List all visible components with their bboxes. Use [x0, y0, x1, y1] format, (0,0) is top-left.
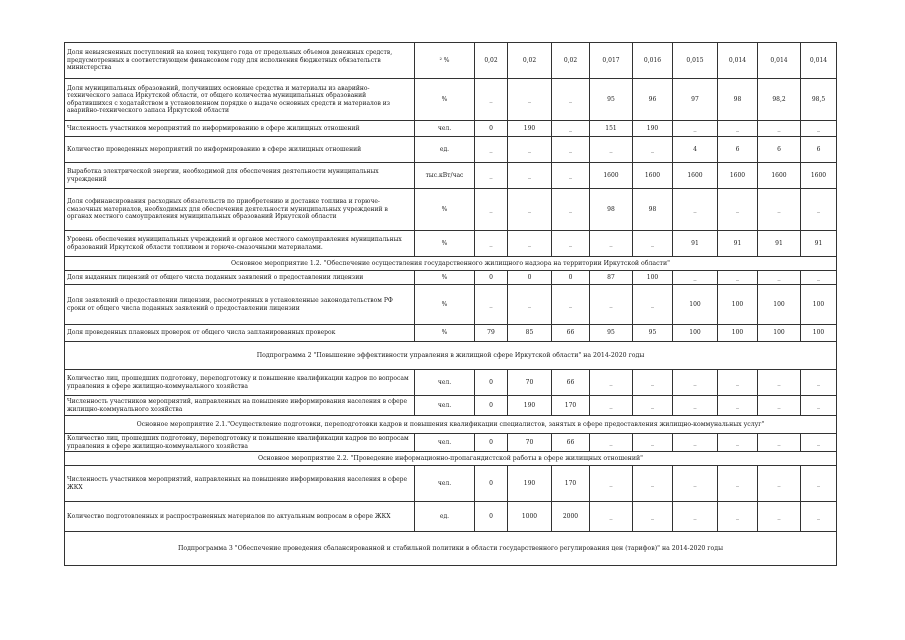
value-cell: 91	[718, 231, 758, 257]
value-cell: 0	[475, 121, 508, 137]
value-cell: 100	[718, 285, 758, 325]
indicator-name: Доля проведенных плановых проверок от общего числа запланированных проверок	[65, 325, 415, 342]
value-cell: 0,02	[552, 43, 590, 79]
value-cell: 0	[475, 502, 508, 532]
value-cell: _	[552, 79, 590, 121]
value-cell: 1600	[758, 163, 801, 189]
value-cell: 98	[633, 189, 673, 231]
unit-cell: чел.	[415, 370, 475, 396]
value-cell: 190	[508, 466, 552, 502]
value-cell: _	[673, 434, 718, 452]
table-row	[65, 189, 837, 231]
value-cell: _	[590, 396, 633, 416]
unit-cell: ед.	[415, 502, 475, 532]
indicator-name: Численность участников мероприятий, направленных на повышение информирования населения в сфере жилищно-коммунального хозяйства	[65, 396, 415, 416]
section-row	[65, 416, 837, 434]
table-row	[65, 502, 837, 532]
value-cell: _	[758, 434, 801, 452]
value-cell: 0,016	[633, 43, 673, 79]
table-row	[65, 396, 837, 416]
value-cell: _	[475, 285, 508, 325]
value-cell: _	[475, 231, 508, 257]
unit-cell: ед.	[415, 137, 475, 163]
value-cell: 1600	[633, 163, 673, 189]
section-heading: Основное мероприятие 2.2. "Проведение информационно-пропагандистской работы в сфере жилищных отношений"	[65, 452, 837, 466]
indicator-name: Численность участников мероприятий по информированию в сфере жилищных отношений	[65, 121, 415, 137]
unit-cell: %	[415, 285, 475, 325]
indicator-name: Выработка электрической энергии, необходимой для обеспечения деятельности муниципальных учреждений	[65, 163, 415, 189]
value-cell: _	[718, 271, 758, 285]
value-cell: 66	[552, 434, 590, 452]
unit-cell: чел.	[415, 396, 475, 416]
value-cell: _	[718, 434, 758, 452]
indicator-name: Количество подготовленных и распространенных материалов по актуальным вопросам в сфере ЖКХ	[65, 502, 415, 532]
value-cell: _	[718, 121, 758, 137]
value-cell: _	[633, 466, 673, 502]
value-cell: 100	[758, 285, 801, 325]
value-cell: _	[758, 466, 801, 502]
value-cell: 2000	[552, 502, 590, 532]
value-cell: _	[508, 163, 552, 189]
value-cell: _	[801, 121, 837, 137]
value-cell: 79	[475, 325, 508, 342]
value-cell: 0	[475, 396, 508, 416]
indicator-name: Доля муниципальных образований, получивших основные средства и материалы из аварийно-технического запаса Иркутской области, от общего количества муниципальных образований обратившихся с ходатайством в установленном порядке о выдаче основных средств и материалов из аварийно-технического запаса Иркутской области	[65, 79, 415, 121]
value-cell: 4	[673, 137, 718, 163]
indicator-name: Доля выданных лицензий от общего числа поданных заявлений о предоставлении лицензии	[65, 271, 415, 285]
value-cell: _	[475, 189, 508, 231]
table-row	[65, 231, 837, 257]
unit-cell: %	[415, 271, 475, 285]
value-cell: 1600	[718, 163, 758, 189]
indicator-name: Доля заявлений о предоставлении лицензии, рассмотренных в установленные законодательством РФ сроки от общего числа поданных заявлений о предоставлении лицензии	[65, 285, 415, 325]
value-cell: _	[758, 396, 801, 416]
value-cell: _	[552, 137, 590, 163]
value-cell: 170	[552, 396, 590, 416]
value-cell: _	[718, 370, 758, 396]
indicator-name: Доля софинансирования расходных обязательств по приобретению и доставке топлива и горюче-смазочных материалов, необходимых для обеспечения деятельности муниципальных учреждений в органах местного самоуправления муниципальных образований Иркутской области	[65, 189, 415, 231]
value-cell: _	[633, 396, 673, 416]
unit-cell: чел.	[415, 434, 475, 452]
unit-cell: %	[415, 189, 475, 231]
value-cell: _	[508, 285, 552, 325]
value-cell: 0,014	[801, 43, 837, 79]
value-cell: _	[508, 79, 552, 121]
value-cell: _	[758, 502, 801, 532]
value-cell: 0	[475, 434, 508, 452]
value-cell: _	[633, 285, 673, 325]
value-cell: _	[801, 434, 837, 452]
value-cell: _	[673, 396, 718, 416]
value-cell: 98	[718, 79, 758, 121]
value-cell: _	[758, 121, 801, 137]
value-cell: _	[758, 189, 801, 231]
table-row	[65, 466, 837, 502]
value-cell: 6	[718, 137, 758, 163]
value-cell: _	[590, 370, 633, 396]
value-cell: 100	[718, 325, 758, 342]
section-heading: Подпрограмма 3 "Обеспечение проведения сбалансированной и стабильной политики в области государственного регулирования цен (тарифов)" на 2014-2020 годы	[65, 532, 837, 566]
value-cell: 70	[508, 434, 552, 452]
unit-cell: ² %	[415, 43, 475, 79]
value-cell: _	[801, 189, 837, 231]
value-cell: 1600	[590, 163, 633, 189]
value-cell: _	[673, 502, 718, 532]
value-cell: 95	[633, 325, 673, 342]
value-cell: 98,2	[758, 79, 801, 121]
value-cell: _	[673, 370, 718, 396]
unit-cell: чел.	[415, 466, 475, 502]
value-cell: 190	[508, 121, 552, 137]
table-row	[65, 137, 837, 163]
value-cell: _	[801, 466, 837, 502]
value-cell: _	[718, 396, 758, 416]
table-row	[65, 325, 837, 342]
table-row	[65, 121, 837, 137]
value-cell: _	[552, 231, 590, 257]
value-cell: _	[801, 396, 837, 416]
value-cell: 97	[673, 79, 718, 121]
unit-cell: чел.	[415, 121, 475, 137]
indicator-name: Количество лиц, прошедших подготовку, переподготовку и повышение квалификации кадров по вопросам управления в сфере жилищно-коммунального хозяйства	[65, 370, 415, 396]
value-cell: _	[508, 137, 552, 163]
value-cell: 151	[590, 121, 633, 137]
section-heading: Основное мероприятие 2.1."Осуществление подготовки, переподготовки кадров и повышения квалификации специалистов, занятых в сфере предоставления жилищно-коммунальных услуг"	[65, 416, 837, 434]
value-cell: 0,014	[718, 43, 758, 79]
value-cell: _	[673, 121, 718, 137]
value-cell: _	[718, 466, 758, 502]
value-cell: 6	[758, 137, 801, 163]
value-cell: 91	[758, 231, 801, 257]
section-row	[65, 342, 837, 370]
indicator-table	[64, 42, 837, 566]
value-cell: 6	[801, 137, 837, 163]
value-cell: _	[801, 370, 837, 396]
table-row	[65, 163, 837, 189]
value-cell: _	[673, 271, 718, 285]
value-cell: _	[508, 231, 552, 257]
value-cell: 85	[508, 325, 552, 342]
value-cell: 190	[508, 396, 552, 416]
unit-cell: %	[415, 79, 475, 121]
value-cell: 1600	[673, 163, 718, 189]
value-cell: _	[590, 231, 633, 257]
section-row	[65, 532, 837, 566]
value-cell: _	[475, 163, 508, 189]
indicator-table-page	[64, 42, 836, 566]
section-heading: Основное мероприятие 1.2. "Обеспечение осуществления государственного жилищного надзора на территории Иркутской области"	[65, 257, 837, 271]
value-cell: 95	[590, 79, 633, 121]
value-cell: 70	[508, 370, 552, 396]
value-cell: _	[475, 79, 508, 121]
value-cell: _	[633, 231, 673, 257]
value-cell: 0	[508, 271, 552, 285]
value-cell: 0,015	[673, 43, 718, 79]
value-cell: _	[633, 434, 673, 452]
value-cell: _	[801, 271, 837, 285]
section-row	[65, 257, 837, 271]
value-cell: 100	[633, 271, 673, 285]
value-cell: 98	[590, 189, 633, 231]
section-row	[65, 452, 837, 466]
table-row	[65, 285, 837, 325]
value-cell: 91	[673, 231, 718, 257]
value-cell: 87	[590, 271, 633, 285]
value-cell: 170	[552, 466, 590, 502]
value-cell: 0	[475, 271, 508, 285]
value-cell: _	[758, 370, 801, 396]
value-cell: _	[718, 189, 758, 231]
value-cell: 100	[758, 325, 801, 342]
value-cell: _	[718, 502, 758, 532]
indicator-name: Количество проведенных мероприятий по информированию в сфере жилищных отношений	[65, 137, 415, 163]
value-cell: _	[633, 370, 673, 396]
section-heading: Подпрограмма 2 "Повышение эффективности управления в жилищной сфере Иркутской области" на 2014-2020 годы	[65, 342, 837, 370]
value-cell: _	[590, 285, 633, 325]
unit-cell: тыс.кВт/час	[415, 163, 475, 189]
value-cell: _	[590, 137, 633, 163]
value-cell: 1600	[801, 163, 837, 189]
indicator-name: Уровень обеспечения муниципальных учреждений и органов местного самоуправления муниципальных образований Иркутской области топливом и горюче-смазочными материалами.	[65, 231, 415, 257]
value-cell: _	[552, 285, 590, 325]
unit-cell: %	[415, 231, 475, 257]
indicator-name: Доля невыясненных поступлений на конец текущего года от предельных объемов денежных средств, предусмотренных в соответствующем финансовом году для исполнения бюджетных обязательств министерства	[65, 43, 415, 79]
value-cell: _	[552, 121, 590, 137]
value-cell: 96	[633, 79, 673, 121]
value-cell: 98,5	[801, 79, 837, 121]
table-row	[65, 434, 837, 452]
table-row	[65, 43, 837, 79]
table-row	[65, 370, 837, 396]
value-cell: 0,02	[475, 43, 508, 79]
value-cell: 100	[801, 325, 837, 342]
value-cell: _	[475, 137, 508, 163]
value-cell: _	[590, 434, 633, 452]
table-row	[65, 271, 837, 285]
value-cell: 100	[673, 285, 718, 325]
value-cell: 66	[552, 370, 590, 396]
value-cell: 0,02	[508, 43, 552, 79]
value-cell: 190	[633, 121, 673, 137]
indicator-name: Численность участников мероприятий, направленных на повышение информирования населения в сфере ЖКХ	[65, 466, 415, 502]
value-cell: 0,017	[590, 43, 633, 79]
value-cell: 0	[552, 271, 590, 285]
value-cell: 0	[475, 370, 508, 396]
value-cell: 66	[552, 325, 590, 342]
value-cell: 100	[673, 325, 718, 342]
value-cell: _	[590, 502, 633, 532]
value-cell: 1000	[508, 502, 552, 532]
value-cell: _	[673, 466, 718, 502]
value-cell: _	[552, 163, 590, 189]
value-cell: _	[758, 271, 801, 285]
value-cell: 0	[475, 466, 508, 502]
indicator-name: Количество лиц, прошедших подготовку, переподготовку и повышение квалификации кадров по вопросам управления в сфере жилищно-коммунального хозяйства	[65, 434, 415, 452]
value-cell: _	[590, 466, 633, 502]
value-cell: 91	[801, 231, 837, 257]
value-cell: 0,014	[758, 43, 801, 79]
unit-cell: %	[415, 325, 475, 342]
value-cell: _	[552, 189, 590, 231]
value-cell: 95	[590, 325, 633, 342]
value-cell: _	[801, 502, 837, 532]
value-cell: _	[633, 137, 673, 163]
value-cell: _	[508, 189, 552, 231]
table-row	[65, 79, 837, 121]
value-cell: 100	[801, 285, 837, 325]
value-cell: _	[633, 502, 673, 532]
value-cell: _	[673, 189, 718, 231]
